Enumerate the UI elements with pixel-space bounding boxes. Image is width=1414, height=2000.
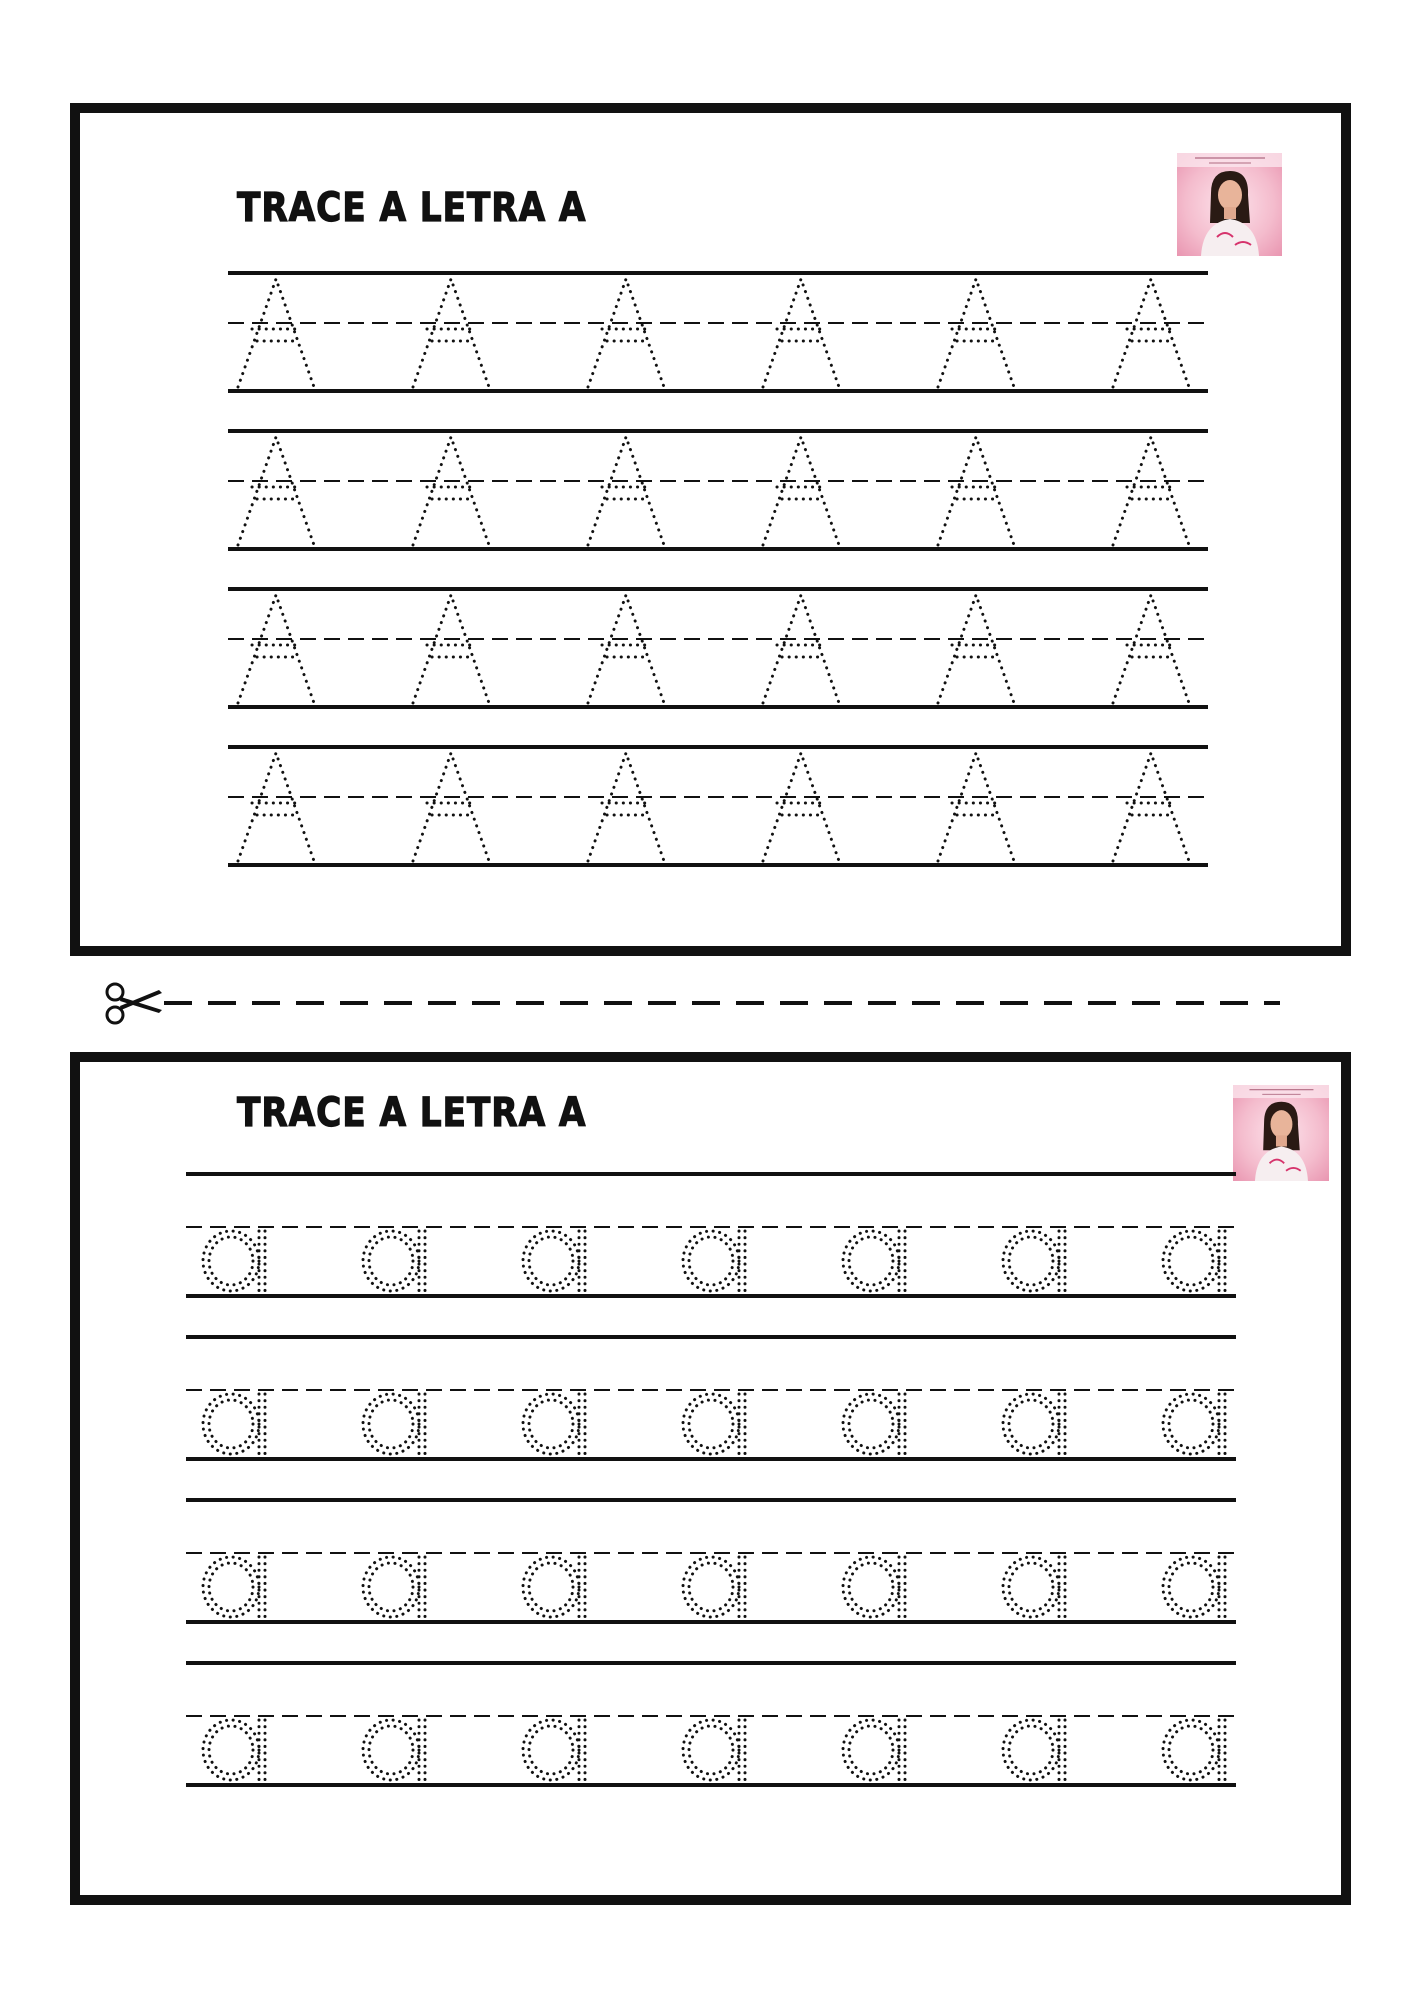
trace-letter-A — [763, 437, 839, 545]
trace-letter-a — [203, 1720, 265, 1781]
trace-letter-A — [588, 437, 664, 545]
trace-letter-a — [1163, 1557, 1225, 1618]
trace-letter-a — [1163, 1394, 1225, 1455]
trace-letter-A — [938, 279, 1014, 387]
trace-letter-a — [843, 1231, 905, 1292]
trace-letter-a — [843, 1720, 905, 1781]
trace-letter-A — [763, 753, 839, 861]
author-photo — [1177, 153, 1282, 256]
trace-letter-a — [1003, 1231, 1065, 1292]
cut-guide — [104, 978, 1280, 1028]
trace-letter-A — [588, 753, 664, 861]
trace-letter-A — [1113, 753, 1189, 861]
trace-letter-a — [843, 1394, 905, 1455]
trace-letter-a — [523, 1720, 585, 1781]
worksheet-card-uppercase — [70, 103, 1351, 956]
worksheet-card-lowercase — [70, 1052, 1351, 1905]
trace-letter-a — [683, 1231, 745, 1292]
trace-letter-A — [588, 595, 664, 703]
trace-letter-a — [203, 1557, 265, 1618]
tracing-row — [228, 747, 1208, 865]
trace-letter-a — [1003, 1394, 1065, 1455]
trace-letter-A — [238, 595, 314, 703]
trace-letter-A — [238, 437, 314, 545]
trace-letter-A — [238, 753, 314, 861]
author-photo — [1233, 1085, 1329, 1181]
uppercase-tracing-area — [228, 273, 1208, 773]
trace-letter-a — [363, 1231, 425, 1292]
worksheet-title: TRACE A LETRA A — [237, 1090, 587, 1136]
trace-letter-a — [523, 1394, 585, 1455]
scissors-icon — [107, 984, 162, 1023]
lowercase-tracing-area — [186, 1174, 1236, 1814]
trace-letter-a — [683, 1720, 745, 1781]
tracing-row — [228, 431, 1208, 549]
trace-letter-A — [938, 753, 1014, 861]
trace-letter-A — [413, 437, 489, 545]
trace-letter-a — [683, 1557, 745, 1618]
tracing-row — [186, 1174, 1236, 1296]
worksheet-title: TRACE A LETRA A — [237, 185, 587, 231]
trace-letter-A — [938, 595, 1014, 703]
trace-letter-a — [523, 1557, 585, 1618]
tracing-row — [186, 1663, 1236, 1785]
trace-letter-A — [1113, 279, 1189, 387]
trace-letter-a — [363, 1720, 425, 1781]
author-logo — [1177, 153, 1282, 256]
trace-letter-A — [1113, 437, 1189, 545]
trace-letter-A — [938, 437, 1014, 545]
trace-letter-a — [1163, 1720, 1225, 1781]
trace-letter-a — [363, 1557, 425, 1618]
trace-letter-A — [588, 279, 664, 387]
trace-letter-a — [523, 1231, 585, 1292]
tracing-row — [186, 1500, 1236, 1622]
trace-letter-A — [238, 279, 314, 387]
tracing-row — [228, 273, 1208, 391]
trace-letter-A — [1113, 595, 1189, 703]
trace-letter-a — [203, 1231, 265, 1292]
trace-letter-A — [763, 595, 839, 703]
trace-letter-A — [413, 279, 489, 387]
trace-letter-A — [763, 279, 839, 387]
trace-letter-A — [413, 595, 489, 703]
trace-letter-a — [843, 1557, 905, 1618]
trace-letter-a — [1003, 1557, 1065, 1618]
trace-letter-a — [1003, 1720, 1065, 1781]
trace-letter-a — [363, 1394, 425, 1455]
author-logo — [1233, 1085, 1329, 1181]
trace-letter-a — [1163, 1231, 1225, 1292]
trace-letter-A — [413, 753, 489, 861]
tracing-row — [186, 1337, 1236, 1459]
trace-letter-a — [683, 1394, 745, 1455]
trace-letter-a — [203, 1394, 265, 1455]
tracing-row — [228, 589, 1208, 707]
